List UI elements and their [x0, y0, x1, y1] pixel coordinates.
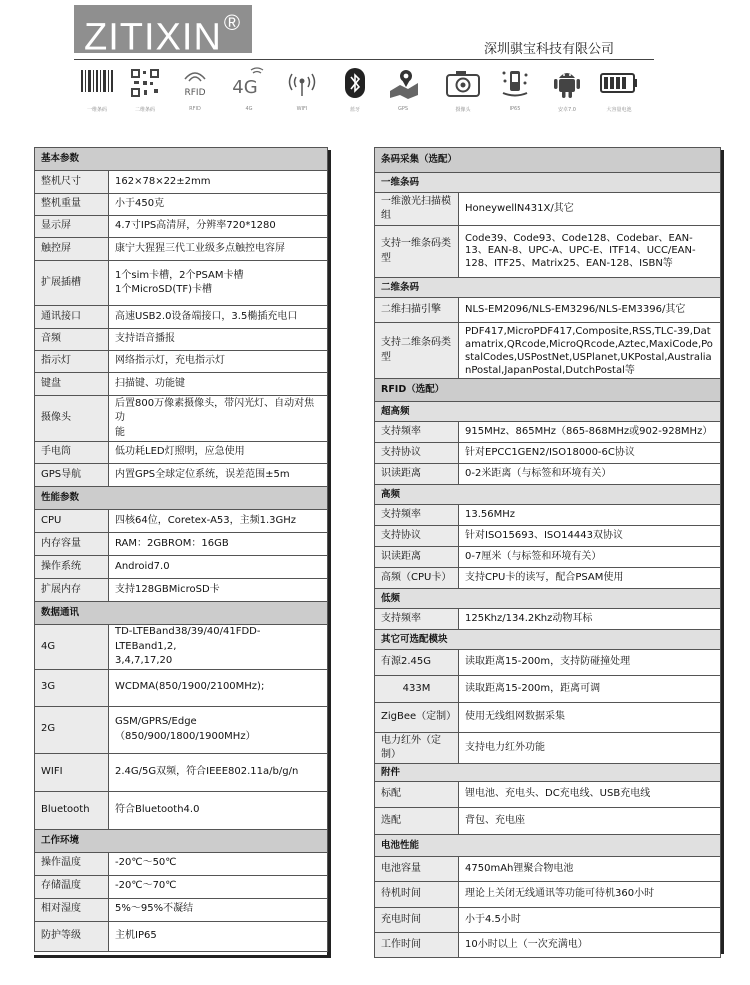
table-row — [35, 194, 328, 216]
row-key: 电池容量 — [375, 857, 459, 882]
row-value: 小于4.5小时 — [459, 908, 721, 933]
feature-label: 二维条码 — [134, 107, 155, 113]
row-value: 康宁大猩猩三代工业级多点触控电容屏 — [109, 238, 328, 261]
row-value — [109, 261, 328, 306]
table-row — [375, 733, 721, 764]
row-value: 小于450克 — [109, 194, 328, 216]
bluetooth-icon — [343, 67, 367, 99]
row-value-line: GSM/GPRS/Edge — [115, 716, 197, 727]
row-key: 433M — [375, 676, 459, 703]
row-value: 针对ISO15693、ISO14443双协议 — [459, 526, 721, 547]
feature-label: 蓝牙 — [349, 107, 360, 113]
row-key: 支持频率 — [375, 609, 459, 630]
row-value: 针对EPCC1GEN2/ISO18000-6C协议 — [459, 443, 721, 464]
spec-table-left — [34, 147, 328, 952]
table-row — [35, 396, 328, 442]
row-key: 支持协议 — [375, 526, 459, 547]
row-key: 支持一维条码类型 — [375, 226, 459, 278]
row-value: 网络指示灯，充电指示灯 — [109, 351, 328, 373]
row-value: 内置GPS全球定位系统，误差范围±5m — [109, 464, 328, 487]
wifi-icon — [284, 68, 320, 98]
table-row — [375, 609, 721, 630]
feature-label: IP65 — [509, 106, 521, 112]
feature-android — [542, 66, 592, 113]
row-value: 扫描键、功能键 — [109, 373, 328, 396]
section-title: 基本参数 — [35, 148, 328, 171]
feature-label: 大容量电池 — [606, 107, 632, 113]
row-key: 键盘 — [35, 373, 109, 396]
feature-label: WIFI — [296, 106, 308, 112]
table-row — [35, 921, 328, 951]
row-key: 指示灯 — [35, 351, 109, 373]
table-row — [35, 898, 328, 921]
row-key: 4G — [35, 625, 109, 670]
feature-label: GPS — [397, 106, 409, 112]
feature-barcode — [72, 66, 122, 113]
row-value-line: 后置800万像素摄像头，带闪光灯、自动对焦功 — [115, 397, 315, 424]
row-value: NLS-EM2096/NLS-EM3296/NLS-EM3396/其它 — [459, 298, 721, 323]
table-row — [375, 226, 721, 278]
feature-rfid — [170, 66, 220, 112]
row-key: 电力红外（定制） — [375, 733, 459, 764]
table-row — [375, 298, 721, 323]
row-value: 5%～95%不凝结 — [109, 898, 328, 921]
row-value: -20℃～50℃ — [109, 852, 328, 875]
row-key: WIFI — [35, 753, 109, 791]
row-key: 手电筒 — [35, 442, 109, 464]
section-header — [35, 602, 328, 625]
row-value-line: （850/900/1800/1900MHz） — [115, 730, 256, 742]
feature-gps — [378, 66, 428, 112]
row-key: 防护等级 — [35, 921, 109, 951]
section-header — [375, 764, 721, 782]
section-header — [375, 630, 721, 650]
row-value: 13.56MHz — [459, 505, 721, 526]
row-value: 915MHz、865MHz（865-868MHz或902-928MHz） — [459, 422, 721, 443]
header-divider — [74, 59, 654, 60]
4g-icon — [229, 67, 269, 99]
feature-label: 一维条码 — [86, 107, 107, 113]
row-value: 支持CPU卡的读写，配合PSAM使用 — [459, 568, 721, 589]
row-key: 摄像头 — [35, 396, 109, 442]
row-key: 识读距离 — [375, 464, 459, 485]
row-value: 支持电力红外功能 — [459, 733, 721, 764]
table-row — [375, 882, 721, 908]
brand-logo — [74, 5, 252, 59]
table-row — [35, 329, 328, 351]
android-icon — [553, 67, 581, 99]
left-table-shadow-bottom — [34, 955, 331, 958]
row-key: 整机尺寸 — [35, 171, 109, 194]
feature-4g — [224, 66, 274, 112]
row-key: 支持频率 — [375, 505, 459, 526]
row-value: 低功耗LED灯照明，应急使用 — [109, 442, 328, 464]
row-value — [109, 625, 328, 670]
row-value: Android7.0 — [109, 556, 328, 579]
section-title: 工作环境 — [35, 829, 328, 852]
subsection-title: 一维条码 — [375, 173, 721, 193]
table-row — [375, 908, 721, 933]
table-row — [375, 443, 721, 464]
row-value: 支持语音播报 — [109, 329, 328, 351]
table-row — [35, 753, 328, 791]
table-row — [35, 373, 328, 396]
row-key: 扩展内存 — [35, 579, 109, 602]
row-key: 3G — [35, 669, 109, 706]
section-header — [375, 379, 721, 402]
row-value: 0-7厘米（与标签和环境有关） — [459, 547, 721, 568]
section-header — [35, 829, 328, 852]
qrcode-icon — [130, 68, 160, 98]
row-key: 操作温度 — [35, 852, 109, 875]
row-key: 通讯接口 — [35, 306, 109, 329]
row-value-line: 3,4,7,17,20 — [115, 655, 173, 666]
row-key: 充电时间 — [375, 908, 459, 933]
feature-label: 4G — [245, 106, 253, 112]
table-row — [35, 791, 328, 829]
row-key: 内存容量 — [35, 533, 109, 556]
row-key: 2G — [35, 706, 109, 753]
row-key: CPU — [35, 510, 109, 533]
row-key: 相对湿度 — [35, 898, 109, 921]
battery-icon — [599, 70, 639, 96]
row-value-line: 1个sim卡槽，2个PSAM卡槽 — [115, 269, 244, 281]
table-row — [375, 933, 721, 958]
row-value: 高速USB2.0设备端接口，3.5椭插充电口 — [109, 306, 328, 329]
section-title: 附件 — [375, 764, 721, 782]
row-key: 音频 — [35, 329, 109, 351]
table-row — [35, 669, 328, 706]
row-value: 2.4G/5G双频，符合IEEE802.11a/b/g/n — [109, 753, 328, 791]
row-value: 背包、充电座 — [459, 808, 721, 835]
feature-wifi — [277, 66, 327, 112]
row-value: WCDMA(850/1900/2100MHz); — [109, 669, 328, 706]
row-value: 读取距离15-200m，支持防碰撞处理 — [459, 650, 721, 676]
table-row — [35, 533, 328, 556]
subsection-header — [375, 278, 721, 298]
subsection-title: 高频 — [375, 485, 721, 505]
table-row — [35, 442, 328, 464]
table-row — [375, 547, 721, 568]
row-key: 触控屏 — [35, 238, 109, 261]
table-row — [35, 852, 328, 875]
table-row — [35, 579, 328, 602]
table-row — [375, 526, 721, 547]
table-row — [375, 193, 721, 226]
subsection-header — [375, 589, 721, 609]
feature-battery — [594, 66, 644, 113]
row-key: 显示屏 — [35, 216, 109, 238]
table-row — [375, 323, 721, 379]
table-row — [35, 216, 328, 238]
table-row — [35, 351, 328, 373]
row-value: 读取距离15-200m，距离可调 — [459, 676, 721, 703]
row-value: 162×78×22±2mm — [109, 171, 328, 194]
row-key: 操作系统 — [35, 556, 109, 579]
table-row — [375, 808, 721, 835]
subsection-title: 低频 — [375, 589, 721, 609]
row-key: 存储温度 — [35, 875, 109, 898]
row-value: 主机IP65 — [109, 921, 328, 951]
table-row — [375, 676, 721, 703]
row-value-line: 能 — [115, 426, 125, 438]
table-row — [35, 556, 328, 579]
row-key: GPS导航 — [35, 464, 109, 487]
section-header — [375, 148, 721, 173]
row-value: RAM：2GBROM：16GB — [109, 533, 328, 556]
row-key: 选配 — [375, 808, 459, 835]
section-header — [35, 487, 328, 510]
row-value: 4750mAh锂聚合物电池 — [459, 857, 721, 882]
row-value: 支持128GBMicroSD卡 — [109, 579, 328, 602]
barcode-1d-icon — [79, 68, 115, 98]
spec-table-right — [374, 147, 721, 958]
row-value: 4.7寸IPS高清屏，分辨率720*1280 — [109, 216, 328, 238]
feature-icon-strip — [72, 66, 672, 122]
row-key: 识读距离 — [375, 547, 459, 568]
row-value-line: 1个MicroSD(TF)卡槽 — [115, 284, 212, 295]
feature-label: 安卓7.0 — [558, 107, 576, 113]
table-row — [375, 703, 721, 733]
row-value: 理论上关闭无线通讯等功能可待机360小时 — [459, 882, 721, 908]
rfid-icon — [177, 67, 213, 99]
subsection-title: 二维条码 — [375, 278, 721, 298]
table-row — [35, 464, 328, 487]
table-row — [35, 510, 328, 533]
row-value: -20℃～70℃ — [109, 875, 328, 898]
row-key: ZigBee（定制） — [375, 703, 459, 733]
table-row — [35, 306, 328, 329]
table-row — [375, 422, 721, 443]
row-key: 标配 — [375, 782, 459, 808]
table-row — [35, 238, 328, 261]
company-name: 深圳骐宝科技有限公司 — [484, 42, 615, 57]
4g-icon-text: 4G — [232, 77, 258, 98]
feature-camera — [438, 66, 488, 113]
row-key: 支持协议 — [375, 443, 459, 464]
row-key: Bluetooth — [35, 791, 109, 829]
ip65-icon — [499, 67, 531, 99]
row-key: 一维激光扫描模组 — [375, 193, 459, 226]
table-row — [375, 464, 721, 485]
subsection-header — [375, 402, 721, 422]
row-value: PDF417,MicroPDF417,Composite,RSS,TLC-39,Datamatrix,QRcode,MicroQRcode,Aztec,MaxiCode,PostalCodes,USPostNet,USPlanet,UKPostal,AustralianPostal,JapanPostal,DutchPostal等 — [459, 323, 721, 379]
camera-icon — [445, 68, 481, 98]
row-value: 四核64位，Coretex-A53，主频1.3GHz — [109, 510, 328, 533]
feature-qrcode — [120, 66, 170, 113]
table-row — [35, 171, 328, 194]
brand-name: ZITIXIN — [84, 16, 222, 59]
feature-ip65 — [490, 66, 540, 112]
row-value: HoneywellN431X/其它 — [459, 193, 721, 226]
feature-label: 摄像头 — [455, 107, 471, 113]
row-value-line: TD-LTEBand38/39/40/41FDD-LTEBand1,2, — [115, 626, 261, 652]
subsection-header — [375, 173, 721, 193]
row-value: 10小时以上（一次充满电） — [459, 933, 721, 958]
row-value: 0-2米距离（与标签和环境有关） — [459, 464, 721, 485]
row-value: Code39、Code93、Code128、Codebar、EAN-13、EAN-8、UPC-A、UPC-E、ITF14、UCC/EAN-128、ITF25、Matrix25、EAN-128、ISBN等 — [459, 226, 721, 278]
row-key: 有源2.45G — [375, 650, 459, 676]
registered-mark: ® — [223, 10, 242, 35]
gps-icon — [386, 67, 420, 99]
row-key: 支持频率 — [375, 422, 459, 443]
row-value: 125Khz/134.2Khz动物耳标 — [459, 609, 721, 630]
section-title: 性能参数 — [35, 487, 328, 510]
row-key: 二维扫描引擎 — [375, 298, 459, 323]
feature-bluetooth — [330, 66, 380, 113]
section-header — [375, 835, 721, 857]
row-key: 工作时间 — [375, 933, 459, 958]
table-row — [375, 857, 721, 882]
section-title: 其它可选配模块 — [375, 630, 721, 650]
row-value: 符合Bluetooth4.0 — [109, 791, 328, 829]
row-key: 高频（CPU卡） — [375, 568, 459, 589]
rfid-icon-text: RFID — [184, 88, 206, 98]
table-row — [35, 625, 328, 670]
table-row — [35, 261, 328, 306]
subsection-title: 超高频 — [375, 402, 721, 422]
subsection-header — [375, 485, 721, 505]
table-row — [375, 782, 721, 808]
section-title: 电池性能 — [375, 835, 721, 857]
feature-label: RFID — [189, 106, 201, 112]
table-row — [35, 706, 328, 753]
row-value — [109, 396, 328, 442]
row-key: 支持二维条码类型 — [375, 323, 459, 379]
section-header — [35, 148, 328, 171]
section-title: RFID（选配） — [375, 379, 721, 402]
section-title: 条码采集（选配） — [375, 148, 721, 173]
section-title: 数据通讯 — [35, 602, 328, 625]
table-row — [35, 875, 328, 898]
row-value — [109, 706, 328, 753]
table-row — [375, 568, 721, 589]
table-row — [375, 505, 721, 526]
table-row — [375, 650, 721, 676]
row-key: 待机时间 — [375, 882, 459, 908]
row-key: 整机重量 — [35, 194, 109, 216]
row-value: 使用无线组网数据采集 — [459, 703, 721, 733]
row-key: 扩展插槽 — [35, 261, 109, 306]
row-value: 锂电池、充电头、DC充电线、USB充电线 — [459, 782, 721, 808]
